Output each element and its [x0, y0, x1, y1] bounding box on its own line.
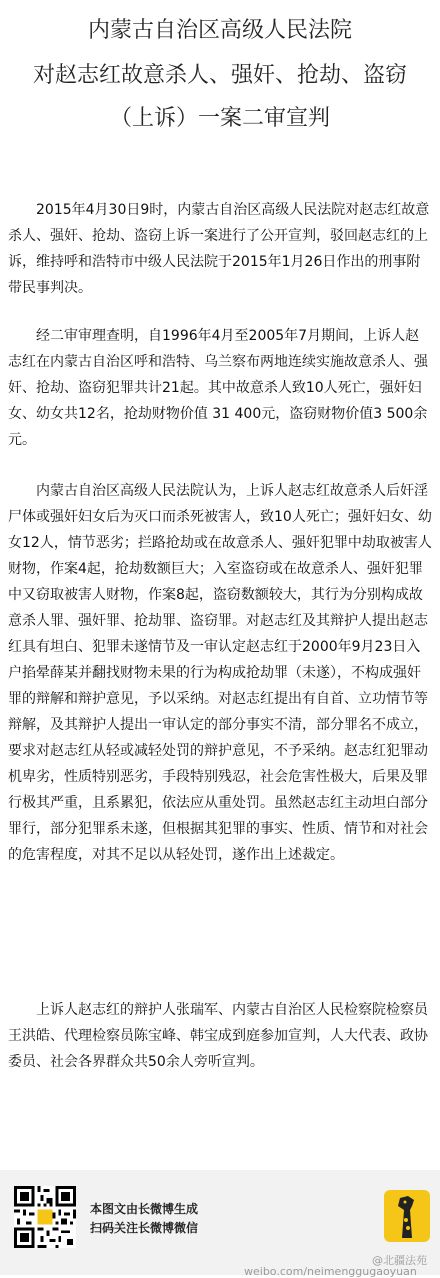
- watermark-user: @北疆法苑: [372, 1254, 427, 1267]
- paragraph-2: 经二审审理查明，自1996年4月至2005年7月期间，上诉人赵志红在内蒙古自治区呼和浩特、乌兰察布两地连续实施故意杀人、强奸、抢劫、盗窃犯罪共计21起。其中故意杀人致10人死亡，强奸妇女、幼女共12名，抢劫财物价值 31 400元，盗窃财物价值3 500余元。: [8, 328, 428, 448]
- title-line-1: 内蒙古自治区高级人民法院: [87, 18, 352, 43]
- title-line-2: 对赵志红故意杀人、强奸、抢劫、盗窃: [32, 63, 407, 88]
- watermark-url: weibo.com/neimenggugaoyuan: [244, 1265, 417, 1278]
- paragraph-3: 内蒙古自治区高级人民法院认为，上诉人赵志红故意杀人后奸淫尸体或强奸妇女后为灭口而杀死被害人，致10人死亡；强奸妇女、幼女12人，情节恶劣；拦路抢劫或在故意杀人、强奸犯罪中劫取被害人财物，作案4起，抢劫数额巨大；入室盗窃或在故意杀人、强奸犯罪中又窃取被害人财物，作案8起，盗窃数额较大，其行为分别构成故意杀人罪、强奸罪、抢劫罪、盗窃罪。对赵志红及其辩护人提出赵志红具有坦白、犯罪未遂情节及一审认定赵志红于2000年9月23日入户掐晕薛某并翻找财物未果的行为构成抢劫罪（未遂），不构成强奸罪的辩解和辩护意见，予以采纳。对赵志红提出有自首、立功情节等辩解，及其辩护人提出一审认定的部分事实不清，部分罪名不成立，要求对赵志红从轻或减轻处罚的辩护意见，不予采纳。赵志红犯罪动机卑劣，性质特别恶劣，手段特别残忍，社会危害性极大，后果及罪行极其严重，且系累犯，依法应从重处罚。虽然赵志红主动坦白部分罪行，部分犯罪系未遂，但根据其犯罪的事实、性质、情节和对社会的危害程度，对其不足以从轻处罚，遂作出上述裁定。: [8, 483, 432, 863]
- paragraph-1: 2015年4月30日9时，内蒙古自治区高级人民法院对赵志红故意杀人、强奸、抢劫、盗窃上诉一案进行了公开宣判，驳回赵志红的上诉，维持呼和浩特市中级人民法院于2015年1月26日作出的刑事附带民事判决。: [8, 202, 430, 296]
- title-line-3: （上诉）一案二审宣判: [109, 106, 330, 131]
- giraffe-logo-icon: [384, 1190, 430, 1242]
- paragraph-4: 上诉人赵志红的辩护人张瑞军、内蒙古自治区人民检察院检察员王洪皓、代理检察员陈宝峰、韩宝成到庭参加宣判，人大代表、政协委员、社会各界群众共50余人旁听宣判。: [8, 1002, 428, 1070]
- footer-bar: [0, 1170, 440, 1278]
- footer-brand-line-2: 扫码关注长微博微信: [90, 1221, 199, 1235]
- footer-brand-line-1: 本图文由长微博生成: [90, 1202, 199, 1216]
- qr-code-icon[interactable]: [14, 1186, 76, 1248]
